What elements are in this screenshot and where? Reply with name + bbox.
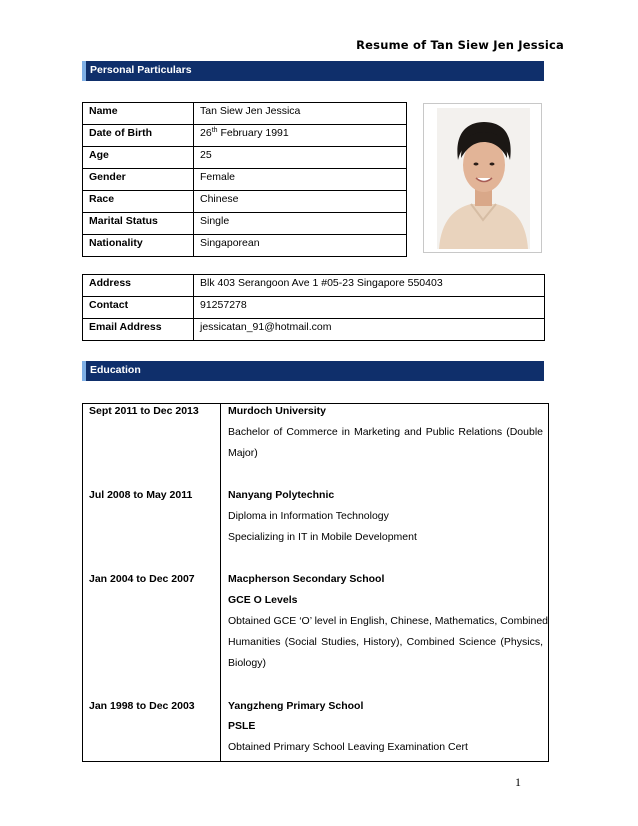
- table-row: [83, 125, 407, 147]
- education-qualification: GCE O Levels: [228, 594, 298, 606]
- table-row: [83, 213, 407, 235]
- email-address-label: Email Address: [83, 319, 194, 341]
- dob-suffix: th: [211, 127, 218, 134]
- education-period: Jul 2008 to May 2011: [89, 489, 193, 501]
- nationality-value: Singaporean: [194, 235, 407, 257]
- education-detail: Biology): [228, 657, 266, 669]
- dob-value: [194, 125, 407, 147]
- race-value: Chinese: [194, 191, 407, 213]
- contact-label: Contact: [83, 297, 194, 319]
- education-detail: Obtained GCE ‘O’ level in English, Chinese, Mathematics, Combined: [228, 615, 549, 627]
- document-header-title: Resume of Tan Siew Jen Jessica: [356, 38, 564, 52]
- email-address-value: jessicatan_91@hotmail.com: [194, 319, 545, 341]
- education-column-divider: [220, 404, 221, 761]
- education-school: Nanyang Polytechnic: [228, 489, 335, 501]
- nationality-label: Nationality: [83, 235, 194, 257]
- dob-label: Date of Birth: [83, 125, 194, 147]
- education-period: Sept 2011 to Dec 2013: [89, 405, 199, 417]
- table-row: [83, 297, 545, 319]
- dob-month-year: February 1991: [217, 127, 289, 139]
- contact-value: 91257278: [194, 297, 545, 319]
- education-period: Jan 1998 to Dec 2003: [89, 700, 195, 712]
- education-heading: Education: [82, 361, 544, 381]
- gender-value: Female: [194, 169, 407, 191]
- education-period: Jan 2004 to Dec 2007: [89, 573, 195, 585]
- table-row: [83, 235, 407, 257]
- table-row: [83, 103, 407, 125]
- education-detail: Diploma in Information Technology: [228, 510, 389, 522]
- personal-particulars-heading: Personal Particulars: [82, 61, 544, 81]
- age-value: 25: [194, 147, 407, 169]
- profile-photo-portrait: [437, 108, 530, 249]
- contact-details-table: [82, 274, 545, 341]
- race-label: Race: [83, 191, 194, 213]
- personal-details-table: [82, 102, 407, 257]
- education-school: Yangzheng Primary School: [228, 700, 364, 712]
- dob-day: 26: [200, 127, 212, 139]
- education-detail: Obtained Primary School Leaving Examination Cert: [228, 741, 468, 753]
- education-school: Murdoch University: [228, 405, 327, 417]
- profile-photo: [423, 103, 542, 253]
- marital-status-label: Marital Status: [83, 213, 194, 235]
- address-label: Address: [83, 275, 194, 297]
- education-detail: Bachelor of Commerce in Marketing and Public Relations (Double: [228, 426, 543, 438]
- education-detail: Specializing in IT in Mobile Development: [228, 531, 417, 543]
- education-qualification: PSLE: [228, 720, 256, 732]
- table-row: [83, 191, 407, 213]
- age-label: Age: [83, 147, 194, 169]
- table-row: [83, 275, 545, 297]
- education-detail: Humanities (Social Studies, History), Combined Science (Physics,: [228, 636, 543, 648]
- table-row: [83, 169, 407, 191]
- marital-status-value: Single: [194, 213, 407, 235]
- table-row: [83, 319, 545, 341]
- gender-label: Gender: [83, 169, 194, 191]
- name-value: Tan Siew Jen Jessica: [194, 103, 407, 125]
- table-row: [83, 147, 407, 169]
- name-label: Name: [83, 103, 194, 125]
- page-number: 1: [515, 775, 521, 789]
- education-school: Macpherson Secondary School: [228, 573, 385, 585]
- education-detail: Major): [228, 447, 258, 459]
- address-value: Blk 403 Serangoon Ave 1 #05-23 Singapore 550403: [194, 275, 545, 297]
- education-table: [82, 403, 549, 762]
